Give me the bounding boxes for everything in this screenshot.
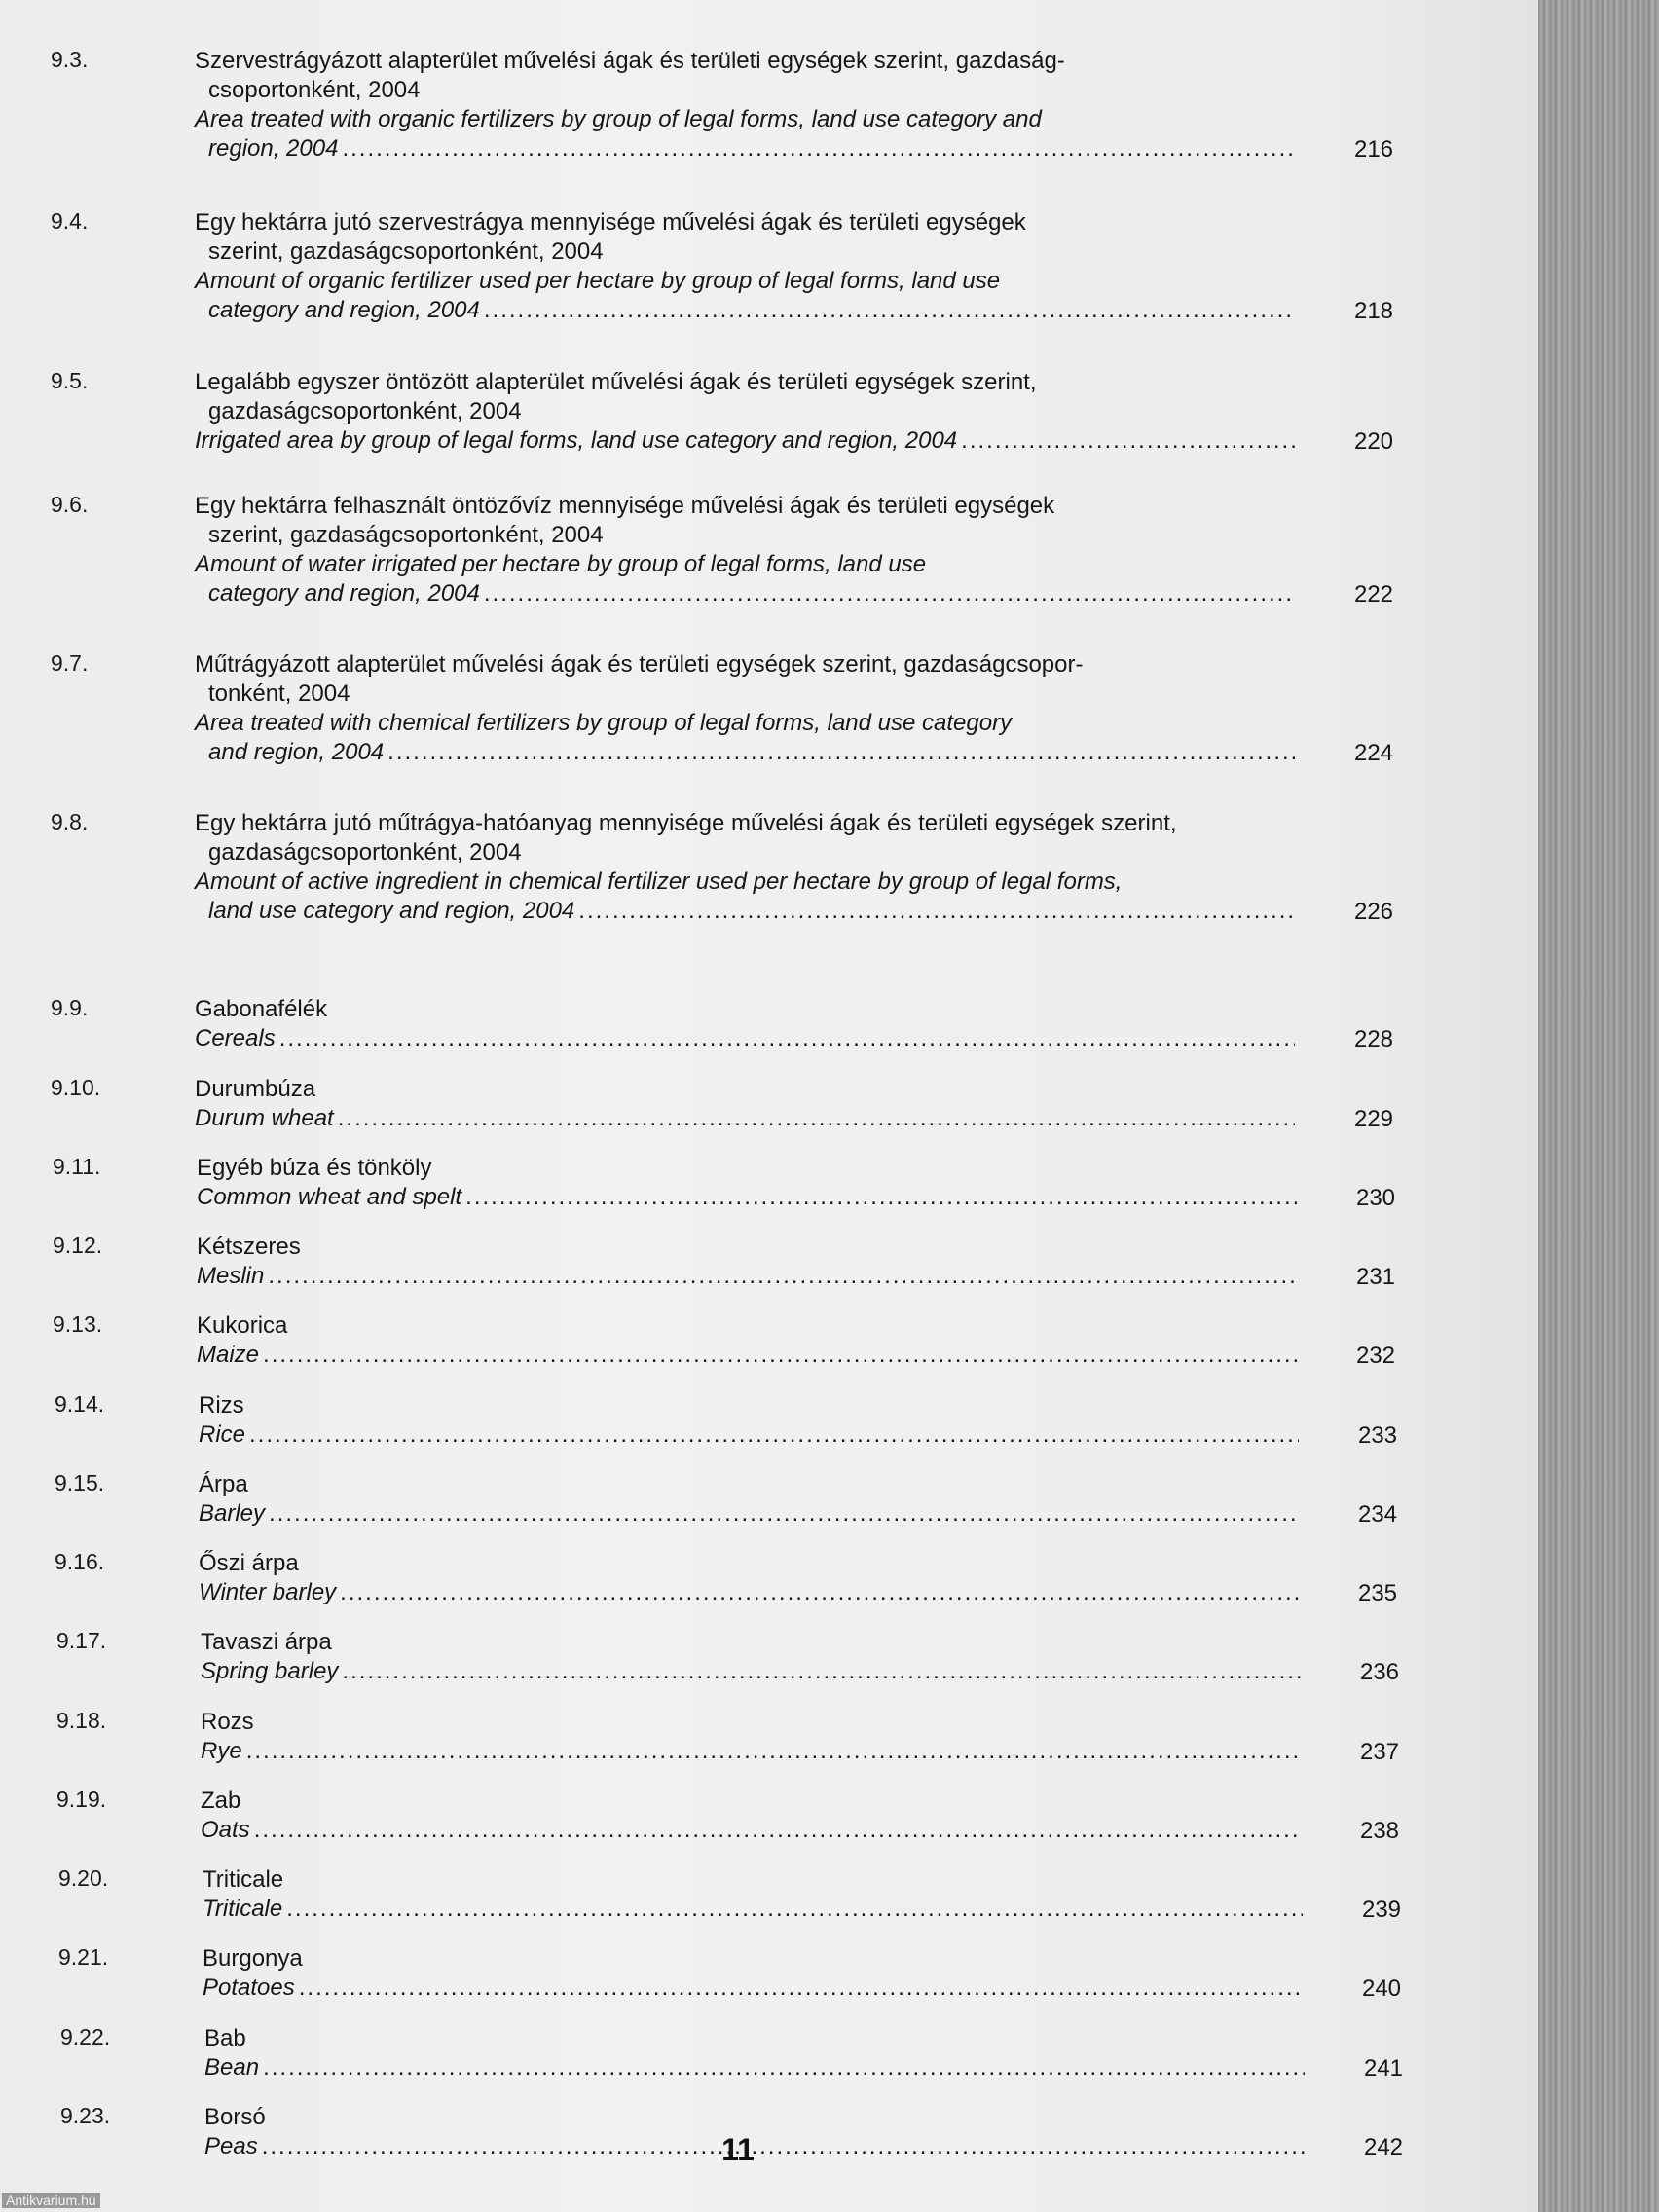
dot-leader bbox=[249, 1420, 1299, 1450]
english-title-line: category and region, 2004 bbox=[208, 580, 480, 607]
hungarian-title-line: Gabonafélék bbox=[195, 996, 328, 1022]
dot-leader bbox=[340, 1578, 1299, 1607]
page-reference: 233 bbox=[1357, 1422, 1398, 1449]
entry-number: 9.7. bbox=[51, 650, 89, 676]
hungarian-title bbox=[195, 650, 1295, 709]
english-title bbox=[201, 1657, 1301, 1686]
english-title-line: Peas bbox=[204, 2133, 258, 2159]
page-reference: 218 bbox=[1353, 298, 1394, 324]
english-title-line: Amount of organic fertilizer used per hectare by group of legal forms, land use bbox=[195, 268, 1001, 294]
english-title-line: Area treated with chemical fertilizers by group of legal forms, land use category bbox=[195, 710, 1013, 736]
entry-title bbox=[195, 368, 1295, 456]
english-title-line: Oats bbox=[201, 1817, 250, 1843]
entry-title bbox=[195, 208, 1295, 325]
page-reference: 239 bbox=[1361, 1897, 1402, 1923]
hungarian-title-line: szerint, gazdaságcsoportonként, 2004 bbox=[208, 239, 604, 265]
hungarian-title-line: gazdaságcsoportonként, 2004 bbox=[208, 398, 522, 424]
entry-title bbox=[203, 1865, 1303, 1924]
english-title-line: Area treated with organic fertilizers by group of legal forms, land use category and bbox=[195, 106, 1042, 132]
english-title bbox=[197, 1341, 1297, 1370]
entry-number: 9.16. bbox=[55, 1549, 105, 1574]
english-title-line: category and region, 2004 bbox=[208, 297, 480, 323]
entry-title bbox=[199, 1391, 1299, 1450]
hungarian-title-line: Kétszeres bbox=[197, 1234, 301, 1260]
hungarian-title-line: Rizs bbox=[199, 1392, 244, 1419]
entry-title bbox=[199, 1470, 1299, 1529]
english-title bbox=[195, 1104, 1295, 1133]
entry-number: 9.4. bbox=[51, 208, 89, 234]
hungarian-title bbox=[199, 1470, 1299, 1499]
hungarian-title-line: Zab bbox=[201, 1788, 241, 1814]
dot-leader bbox=[961, 426, 1295, 456]
english-title bbox=[199, 1420, 1299, 1450]
page-reference: 242 bbox=[1363, 2134, 1404, 2160]
entry-number: 9.11. bbox=[53, 1154, 101, 1179]
english-title bbox=[195, 867, 1295, 926]
page-reference: 222 bbox=[1353, 581, 1394, 608]
page-reference: 224 bbox=[1353, 740, 1394, 766]
hungarian-title-line: Egy hektárra felhasznált öntözővíz mennyisége művelési ágak és területi egységek bbox=[195, 493, 1055, 519]
entry-number: 9.23. bbox=[60, 2103, 111, 2128]
english-title bbox=[195, 105, 1295, 164]
english-title-line: Cereals bbox=[195, 1025, 276, 1051]
hungarian-title-line: tonként, 2004 bbox=[208, 681, 350, 707]
entry-number: 9.10. bbox=[51, 1075, 101, 1100]
english-title-line: Durum wheat bbox=[195, 1105, 334, 1131]
entry-title bbox=[197, 1311, 1297, 1370]
english-title bbox=[195, 709, 1295, 767]
entry-title bbox=[197, 1154, 1297, 1212]
english-title bbox=[195, 550, 1295, 608]
page-reference: 235 bbox=[1357, 1580, 1398, 1606]
entry-title bbox=[195, 1075, 1295, 1133]
entry-title bbox=[195, 650, 1295, 767]
page-reference: 230 bbox=[1355, 1185, 1396, 1211]
watermark: Antikvarium.hu bbox=[2, 2193, 100, 2208]
dot-leader bbox=[342, 134, 1295, 164]
entry-number: 9.20. bbox=[58, 1865, 109, 1891]
entry-title bbox=[201, 1628, 1301, 1686]
english-title-line: land use category and region, 2004 bbox=[208, 898, 575, 924]
hungarian-title-line: Egy hektárra jutó műtrágya-hatóanyag mennyisége művelési ágak és területi egységek szerint, bbox=[195, 810, 1177, 836]
english-title-line: Irrigated area by group of legal forms, land use category and region, 2004 bbox=[195, 427, 958, 454]
english-title-line: region, 2004 bbox=[208, 135, 339, 162]
hungarian-title bbox=[199, 1549, 1299, 1578]
hungarian-title bbox=[201, 1628, 1301, 1657]
dot-leader bbox=[338, 1104, 1295, 1133]
english-title bbox=[203, 1895, 1303, 1924]
dot-leader bbox=[268, 1262, 1297, 1291]
entry-number: 9.13. bbox=[53, 1311, 103, 1337]
dot-leader bbox=[263, 2053, 1305, 2083]
dot-leader bbox=[578, 897, 1295, 926]
english-title bbox=[199, 1499, 1299, 1529]
page-reference: 216 bbox=[1353, 136, 1394, 163]
hungarian-title-line: Egyéb búza és tönköly bbox=[197, 1155, 432, 1181]
dot-leader bbox=[387, 738, 1295, 767]
page-reference: 232 bbox=[1355, 1343, 1396, 1369]
english-title bbox=[204, 2053, 1305, 2083]
entry-number: 9.3. bbox=[51, 47, 89, 72]
entry-title bbox=[195, 809, 1295, 926]
hungarian-title-line: Szervestrágyázott alapterület művelési ágak és területi egységek szerint, gazdaság- bbox=[195, 48, 1065, 74]
hungarian-title bbox=[195, 47, 1295, 105]
entry-title bbox=[195, 492, 1295, 608]
english-title-line: Maize bbox=[197, 1342, 260, 1368]
hungarian-title bbox=[201, 1708, 1301, 1737]
hungarian-title-line: Őszi árpa bbox=[199, 1550, 299, 1576]
hungarian-title bbox=[197, 1154, 1297, 1183]
hungarian-title bbox=[195, 995, 1295, 1024]
entry-number: 9.19. bbox=[56, 1787, 107, 1812]
page-reference: 226 bbox=[1353, 899, 1394, 925]
hungarian-title-line: csoportonként, 2004 bbox=[208, 77, 421, 103]
english-title-line: Rice bbox=[199, 1421, 246, 1448]
hungarian-title bbox=[204, 2024, 1305, 2053]
dot-leader bbox=[279, 1024, 1295, 1053]
english-title-line: Spring barley bbox=[201, 1658, 339, 1684]
dot-leader bbox=[254, 1816, 1301, 1845]
english-title-line: Triticale bbox=[203, 1896, 283, 1922]
entry-number: 9.22. bbox=[60, 2024, 111, 2049]
english-title-line: Meslin bbox=[197, 1263, 265, 1289]
page-reference: 236 bbox=[1359, 1659, 1400, 1685]
entry-title bbox=[203, 1944, 1303, 2003]
page-reference: 237 bbox=[1359, 1739, 1400, 1765]
hungarian-title-line: Egy hektárra jutó szervestrágya mennyisége művelési ágak és területi egységek bbox=[195, 209, 1026, 236]
hungarian-title bbox=[203, 1944, 1303, 1973]
english-title-line: Rye bbox=[201, 1738, 242, 1764]
hungarian-title-line: Durumbúza bbox=[195, 1076, 316, 1102]
entry-title bbox=[195, 995, 1295, 1053]
english-title bbox=[197, 1183, 1297, 1212]
hungarian-title-line: Triticale bbox=[203, 1866, 284, 1893]
english-title bbox=[201, 1737, 1301, 1766]
page-reference: 241 bbox=[1363, 2055, 1404, 2082]
hungarian-title bbox=[195, 1075, 1295, 1104]
entry-number: 9.17. bbox=[56, 1628, 107, 1653]
hungarian-title-line: Kukorica bbox=[197, 1312, 288, 1339]
hungarian-title-line: Legalább egyszer öntözött alapterület művelési ágak és területi egységek szerint, bbox=[195, 369, 1037, 395]
page-reference: 238 bbox=[1359, 1818, 1400, 1844]
dot-leader bbox=[246, 1737, 1301, 1766]
english-title bbox=[195, 267, 1295, 325]
entry-number: 9.12. bbox=[53, 1233, 103, 1258]
hungarian-title bbox=[195, 492, 1295, 550]
hungarian-title bbox=[195, 368, 1295, 426]
page-number: 11 bbox=[721, 2132, 755, 2167]
page-reference: 234 bbox=[1357, 1501, 1398, 1528]
page-reference: 240 bbox=[1361, 1975, 1402, 2002]
english-title bbox=[201, 1816, 1301, 1845]
dot-leader bbox=[299, 1973, 1303, 2003]
entry-title bbox=[201, 1787, 1301, 1845]
dot-leader bbox=[465, 1183, 1297, 1212]
english-title-line: Potatoes bbox=[203, 1974, 295, 2001]
english-title bbox=[203, 1973, 1303, 2003]
page-reference: 229 bbox=[1353, 1106, 1394, 1132]
page-reference: 220 bbox=[1353, 428, 1394, 455]
entry-number: 9.9. bbox=[51, 995, 89, 1020]
english-title-line: Amount of active ingredient in chemical fertilizer used per hectare by group of legal forms, bbox=[195, 868, 1123, 895]
dot-leader bbox=[286, 1895, 1303, 1924]
hungarian-title bbox=[197, 1311, 1297, 1341]
dot-leader bbox=[342, 1657, 1301, 1686]
dot-leader bbox=[484, 296, 1295, 325]
hungarian-title bbox=[197, 1233, 1297, 1262]
entry-title bbox=[201, 1708, 1301, 1766]
dot-leader bbox=[263, 1341, 1297, 1370]
page-reference: 228 bbox=[1353, 1026, 1394, 1052]
dot-leader bbox=[262, 2132, 1305, 2161]
entry-number: 9.8. bbox=[51, 809, 89, 834]
hungarian-title-line: Tavaszi árpa bbox=[201, 1629, 332, 1655]
hungarian-title-line: Bab bbox=[204, 2025, 246, 2051]
hungarian-title-line: Rozs bbox=[201, 1709, 254, 1735]
book-spine bbox=[1538, 0, 1659, 2212]
english-title-line: and region, 2004 bbox=[208, 739, 385, 765]
entry-title bbox=[195, 47, 1295, 164]
hungarian-title-line: Árpa bbox=[199, 1471, 248, 1497]
entry-title bbox=[197, 1233, 1297, 1291]
english-title-line: Common wheat and spelt bbox=[197, 1184, 462, 1210]
english-title bbox=[195, 1024, 1295, 1053]
hungarian-title bbox=[195, 208, 1295, 267]
hungarian-title bbox=[201, 1787, 1301, 1816]
hungarian-title bbox=[203, 1865, 1303, 1895]
hungarian-title bbox=[204, 2103, 1305, 2132]
english-title bbox=[195, 426, 1295, 456]
entry-number: 9.15. bbox=[55, 1470, 105, 1495]
english-title-line: Bean bbox=[204, 2054, 260, 2081]
entry-title bbox=[204, 2024, 1305, 2083]
entry-number: 9.5. bbox=[51, 368, 89, 393]
entry-number: 9.21. bbox=[58, 1944, 109, 1970]
hungarian-title-line: gazdaságcsoportonként, 2004 bbox=[208, 839, 522, 866]
dot-leader bbox=[269, 1499, 1299, 1529]
hungarian-title-line: szerint, gazdaságcsoportonként, 2004 bbox=[208, 522, 604, 548]
english-title-line: Amount of water irrigated per hectare by group of legal forms, land use bbox=[195, 551, 927, 577]
dot-leader bbox=[484, 579, 1295, 608]
entry-number: 9.14. bbox=[55, 1391, 105, 1417]
hungarian-title-line: Borsó bbox=[204, 2104, 266, 2130]
hungarian-title bbox=[199, 1391, 1299, 1420]
hungarian-title-line: Burgonya bbox=[203, 1945, 303, 1972]
hungarian-title bbox=[195, 809, 1295, 867]
entry-title bbox=[199, 1549, 1299, 1607]
english-title-line: Winter barley bbox=[199, 1579, 337, 1605]
entry-number: 9.6. bbox=[51, 492, 89, 517]
english-title-line: Barley bbox=[199, 1500, 266, 1527]
english-title bbox=[197, 1262, 1297, 1291]
page-reference: 231 bbox=[1355, 1264, 1396, 1290]
english-title bbox=[199, 1578, 1299, 1607]
hungarian-title-line: Műtrágyázott alapterület művelési ágak és területi egységek szerint, gazdaságcsopor- bbox=[195, 651, 1084, 678]
entry-number: 9.18. bbox=[56, 1708, 107, 1733]
